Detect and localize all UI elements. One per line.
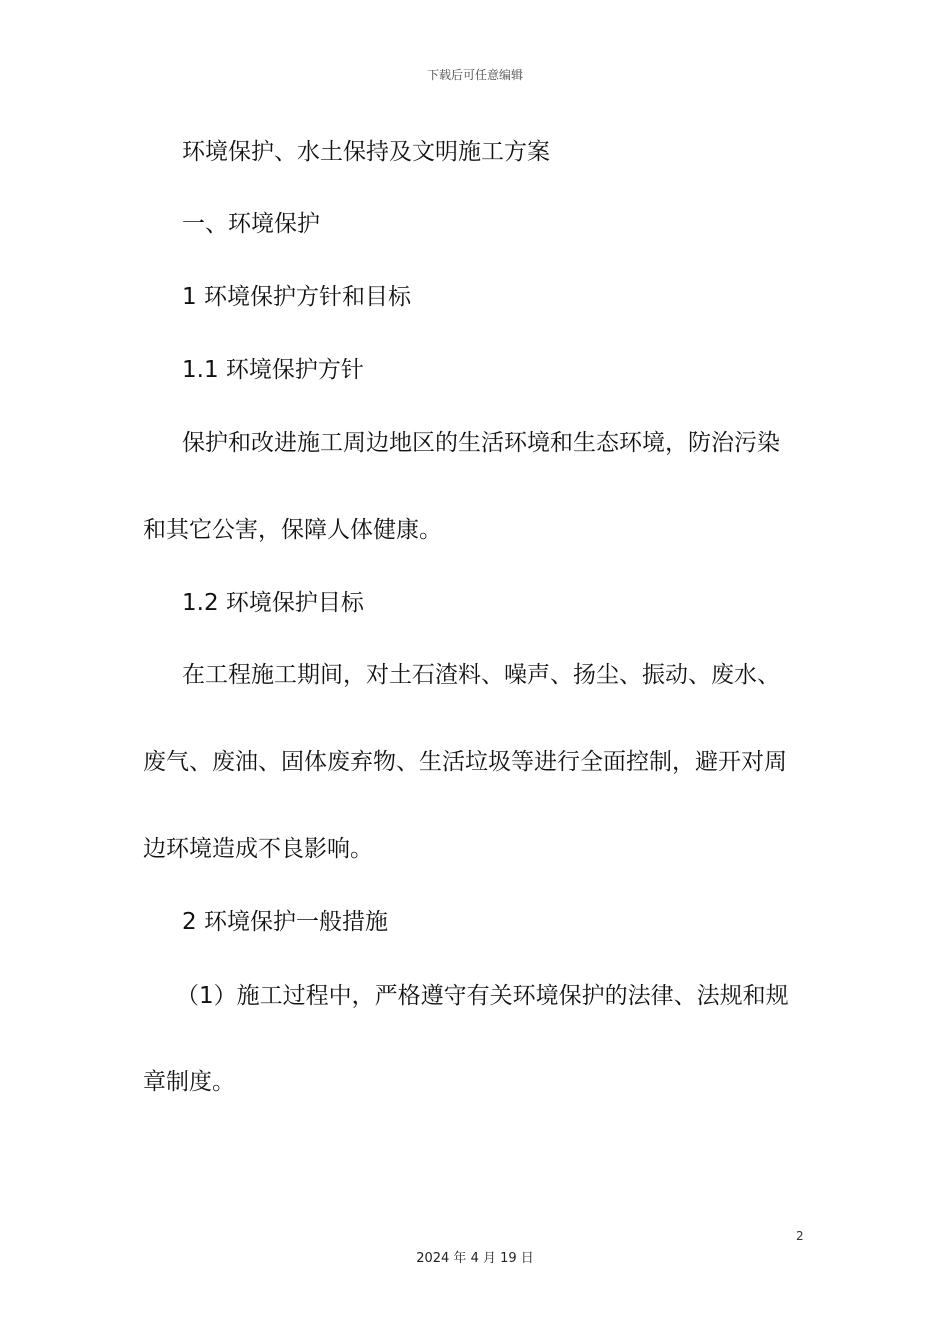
- page-number: 2: [796, 1229, 804, 1243]
- paragraph-line: 章制度。: [143, 1069, 235, 1095]
- subsection-heading: 1 环境保护方针和目标: [182, 284, 411, 310]
- section-heading: 一、环境保护: [182, 211, 320, 237]
- header-note: 下载后可任意编辑: [426, 68, 523, 82]
- paragraph-line: （1）施工过程中，严格遵守有关环境保护的法律、法规和规: [176, 983, 789, 1009]
- paragraph-line: 边环境造成不良影响。: [143, 836, 373, 862]
- paragraph-line: 废气、废油、固体废弃物、生活垃圾等进行全面控制，避开对周: [143, 749, 787, 775]
- subsection-heading: 1.1 环境保护方针: [182, 357, 364, 383]
- subsection-heading: 1.2 环境保护目标: [182, 590, 364, 616]
- paragraph-line: 在工程施工期间，对土石渣料、噪声、扬尘、振动、废水、: [182, 662, 780, 688]
- paragraph-line: 和其它公害，保障人体健康。: [143, 517, 442, 543]
- subsection-heading: 2 环境保护一般措施: [182, 909, 388, 935]
- document-title: 环境保护、水土保持及文明施工方案: [182, 139, 550, 165]
- footer-date: 2024 年 4 月 19 日: [416, 1251, 534, 1266]
- paragraph-line: 保护和改进施工周边地区的生活环境和生态环境，防治污染: [182, 430, 780, 456]
